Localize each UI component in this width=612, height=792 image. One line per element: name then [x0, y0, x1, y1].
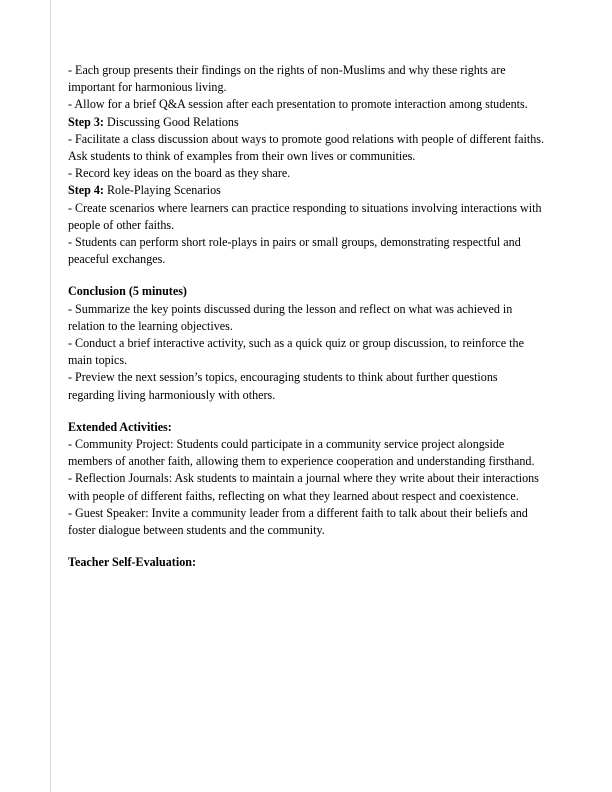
document-text-body — [68, 62, 546, 571]
paragraph-role-plays: - Students can perform short role-plays in pairs or small groups, demonstrating respectful and peaceful exchanges. — [68, 235, 521, 267]
heading-step-3-label: Step 3: — [68, 114, 104, 129]
paragraph-facilitate-discussion: - Facilitate a class discussion about ways to promote good relations with people of different faiths. Ask students to think of examples from their own lives or communities. — [68, 131, 545, 164]
paragraph-group-presentations: - Each group presents their findings on the rights of non-Muslims and why these rights are important for harmonious living. — [68, 63, 506, 95]
heading-step-3-title: Discussing Good Relations — [103, 114, 239, 129]
spacer-before-conclusion — [68, 268, 546, 283]
heading-conclusion: Conclusion (5 minutes) — [68, 284, 187, 299]
paragraph-guest-speaker: - Guest Speaker: Invite a community leader from a different faith to talk about their beliefs and foster dialogue between students and the community. — [68, 505, 528, 538]
spacer-before-teacher-self-evaluation — [68, 539, 546, 554]
paragraph-record-key-ideas: - Record key ideas on the board as they share. — [68, 166, 291, 181]
paragraph-create-scenarios: - Create scenarios where learners can practice responding to situations involving interactions with people of other faiths. — [68, 200, 542, 232]
heading-step-4 — [68, 182, 546, 199]
spacer-before-extended-activities — [68, 404, 546, 419]
heading-teacher-self-evaluation: Teacher Self-Evaluation: — [68, 555, 196, 570]
heading-step-3 — [68, 114, 546, 131]
page-left-margin-rule — [50, 0, 51, 792]
paragraph-preview-next-session: - Preview the next session’s topics, encouraging students to think about further questions regarding living harmoniously with others. — [68, 370, 498, 402]
heading-step-4-label: Step 4: — [68, 183, 104, 198]
paragraph-interactive-activity: - Conduct a brief interactive activity, such as a quick quiz or group discussion, to reinforce the main topics. — [68, 336, 524, 368]
heading-extended-activities: Extended Activities: — [68, 419, 172, 434]
paragraph-summarize-key-points: - Summarize the key points discussed during the lesson and reflect on what was achieved in relation to the learning objectives. — [68, 301, 513, 333]
paragraph-qa-session: - Allow for a brief Q&A session after each presentation to promote interaction among students. — [68, 97, 528, 112]
paragraph-community-project: - Community Project: Students could participate in a community service project alongside members of another faith, allowing them to experience cooperation and understanding firsthand. — [68, 437, 535, 469]
heading-step-4-title: Role-Playing Scenarios — [103, 183, 221, 198]
paragraph-reflection-journals: - Reflection Journals: Ask students to maintain a journal where they write about their interactions with people of different faiths, reflecting on what they learned about respect and coexistence. — [68, 471, 539, 503]
